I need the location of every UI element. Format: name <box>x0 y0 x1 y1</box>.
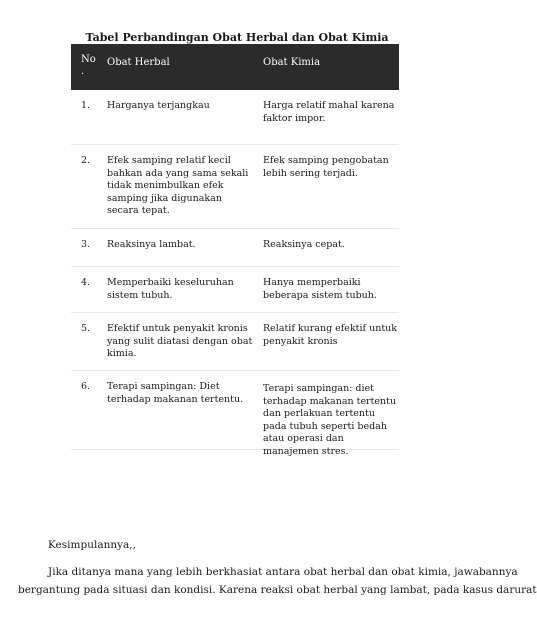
table-row <box>71 229 399 267</box>
row-number: 1. <box>81 100 91 111</box>
header-herbal: Obat Herbal <box>107 57 170 68</box>
herbal-cell: Reaksinya lambat. <box>107 239 196 250</box>
kimia-cell: Relatif kurang efektif untuk penyakit kronis <box>263 323 398 347</box>
row-number: 3. <box>81 239 91 250</box>
header-no: No . <box>81 54 96 77</box>
header-kimia: Obat Kimia <box>263 57 321 68</box>
herbal-cell: Harganya terjangkau <box>107 100 210 111</box>
kimia-cell: Reaksinya cepat. <box>263 239 345 250</box>
row-number: 5. <box>81 323 91 334</box>
kimia-cell: Terapi sampingan: diet terhadap makanan tertentu dan perlakuan tertentu pada tubuh seperti bedah atau operasi dan manajemen stres. <box>263 383 397 457</box>
conclusion-heading: Kesimpulannya,, <box>48 539 136 551</box>
kimia-cell: Efek samping pengobatan lebih sering terjadi. <box>263 155 389 179</box>
row-number: 6. <box>81 381 91 392</box>
kimia-cell: Harga relatif mahal karena faktor impor. <box>263 100 395 124</box>
conclusion-paragraph <box>18 563 537 599</box>
herbal-cell: Efektif untuk penyakit kronis yang sulit diatasi dengan obat kimia. <box>107 323 253 359</box>
table-header-row <box>71 44 399 90</box>
paragraph-line: Jika ditanya mana yang lebih berkhasiat antara obat herbal dan obat kimia, jawabannya <box>48 566 518 578</box>
document-title: Tabel Perbandingan Obat Herbal dan Obat Kimia <box>85 31 389 44</box>
herbal-cell: Efek samping relatif kecil bahkan ada yang sama sekali tidak menimbulkan efek samping jika digunakan secara tepat. <box>107 155 249 216</box>
herbal-cell: Terapi sampingan: Diet terhadap makanan tertentu. <box>107 381 244 405</box>
table-row <box>71 145 399 229</box>
paragraph-line: bergantung pada situasi dan kondisi. Karena reaksi obat herbal yang lambat, pada kasus darurat <box>18 584 537 596</box>
herbal-cell: Memperbaiki keseluruhan sistem tubuh. <box>107 277 234 301</box>
row-number: 4. <box>81 277 91 288</box>
row-number: 2. <box>81 155 91 166</box>
table-row <box>71 267 399 313</box>
table-row <box>71 90 399 145</box>
table-row <box>71 371 399 457</box>
kimia-cell: Hanya memperbaiki beberapa sistem tubuh. <box>263 277 377 301</box>
table-row <box>71 313 399 371</box>
comparison-table <box>71 44 399 457</box>
